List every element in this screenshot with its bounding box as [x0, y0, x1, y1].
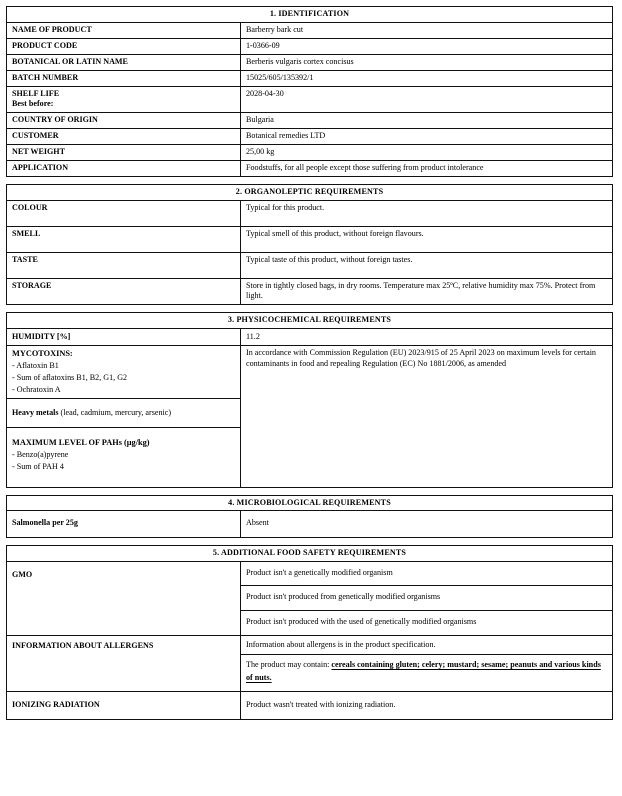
section-additional-table — [6, 545, 613, 720]
row-value-product-code: 1-0366-09 — [241, 38, 613, 54]
table-row — [7, 346, 613, 398]
section-additional-header — [7, 546, 613, 562]
row-value-gmo-2: Product isn't produced from genetically modified organisms — [241, 586, 613, 611]
shelf-life-label: SHELF LIFE — [12, 88, 60, 98]
table-row — [7, 328, 613, 346]
section-physicochemical-table — [6, 312, 613, 488]
table-row — [7, 145, 613, 161]
row-value-allergens-list — [241, 655, 613, 691]
row-label-heavy-metals — [7, 398, 241, 428]
row-label-taste: TASTE — [7, 252, 241, 278]
row-label-smell: SMELL — [7, 226, 241, 252]
table-row — [7, 22, 613, 38]
table-row — [7, 38, 613, 54]
mycotoxins-heading: MYCOTOXINS: — [12, 349, 73, 359]
row-value-ionizing-radiation: Product wasn't treated with ionizing radiation. — [241, 691, 613, 720]
section-microbiological-table — [6, 495, 613, 538]
row-label-pah — [7, 428, 241, 487]
row-value-allergens-note: Information about allergens is in the product specification. — [241, 635, 613, 655]
table-row — [7, 635, 613, 655]
table-row — [7, 252, 613, 278]
row-value-country-of-origin: Bulgaria — [241, 113, 613, 129]
section-additional-title: 5. ADDITIONAL FOOD SAFETY REQUIREMENTS — [7, 546, 613, 562]
section-microbiological-title: 4. MICROBIOLOGICAL REQUIREMENTS — [7, 495, 613, 511]
row-value-gmo-3: Product isn't produced with the used of genetically modified organisms — [241, 611, 613, 636]
row-value-application: Foodstuffs, for all people except those suffering from product intolerance — [241, 161, 613, 177]
row-label-salmonella: Salmonella per 25g — [7, 511, 241, 538]
section-physicochemical-title: 3. PHYSICOCHEMICAL REQUIREMENTS — [7, 313, 613, 329]
table-row — [7, 161, 613, 177]
row-label-batch-number: BATCH NUMBER — [7, 70, 241, 86]
pah-heading: MAXIMUM LEVEL OF PAHs (µg/kg) — [12, 438, 150, 448]
table-row — [7, 200, 613, 226]
row-label-storage: STORAGE — [7, 278, 241, 304]
mycotoxins-item: - Sum of aflatoxins B1, B2, G1, G2 — [12, 373, 128, 383]
row-label-shelf-life — [7, 86, 241, 112]
table-row — [7, 113, 613, 129]
allergens-list-strong: cereals containing gluten; celery; mustard; sesame; peanuts and various kinds of nuts. — [246, 660, 601, 682]
row-value-gmo-1: Product isn't a genetically modified organism — [241, 561, 613, 586]
row-value-name-of-product: Barberry bark cut — [241, 22, 613, 38]
row-value-batch-number: 15025/605/135392/1 — [241, 70, 613, 86]
pah-item: - Sum of PAH 4 — [12, 462, 64, 472]
row-value-smell: Typical smell of this product, without foreign flavours. — [241, 226, 613, 252]
section-identification-header — [7, 7, 613, 23]
row-label-net-weight: NET WEIGHT — [7, 145, 241, 161]
table-row — [7, 129, 613, 145]
row-value-net-weight: 25,00 kg — [241, 145, 613, 161]
row-value-humidity: 11.2 — [241, 328, 613, 346]
section-organoleptic-title: 2. ORGANOLEPTIC REQUIREMENTS — [7, 185, 613, 201]
heavy-metals-strong: Heavy metals — [12, 407, 59, 417]
table-row — [7, 691, 613, 720]
heavy-metals-rest: (lead, cadmium, mercury, arsenic) — [58, 407, 172, 417]
row-label-country-of-origin: COUNTRY OF ORIGIN — [7, 113, 241, 129]
table-row — [7, 511, 613, 538]
row-value-storage: Store in tightly closed bags, in dry rooms. Temperature max 25ºC, relative humidity max 75%. Protect from light. — [241, 278, 613, 304]
table-row — [7, 86, 613, 112]
row-label-product-code: PRODUCT CODE — [7, 38, 241, 54]
section-identification-title: 1. IDENTIFICATION — [7, 7, 613, 23]
row-label-gmo: GMO — [7, 561, 241, 635]
row-label-mycotoxins — [7, 346, 241, 398]
row-label-customer: CUSTOMER — [7, 129, 241, 145]
section-identification-table — [6, 6, 613, 177]
row-label-colour: COLOUR — [7, 200, 241, 226]
section-physicochemical-header — [7, 313, 613, 329]
table-row — [7, 561, 613, 586]
row-label-botanical-name: BOTANICAL OR LATIN NAME — [7, 54, 241, 70]
row-value-taste: Typical taste of this product, without foreign tastes. — [241, 252, 613, 278]
row-label-allergens: INFORMATION ABOUT ALLERGENS — [7, 635, 241, 691]
section-organoleptic-header — [7, 185, 613, 201]
mycotoxins-item: - Aflatoxin B1 — [12, 361, 59, 371]
row-value-colour: Typical for this product. — [241, 200, 613, 226]
row-value-customer: Botanical remedies LTD — [241, 129, 613, 145]
shelf-life-sublabel: Best before: — [12, 99, 54, 109]
pah-item: - Benzo(a)pyrene — [12, 450, 69, 460]
row-value-contaminants-regulation: In accordance with Commission Regulation (EU) 2023/915 of 25 April 2023 on maximum levels for certain contaminants in food and repealing Regulation (EC) No 1881/2006, as amended — [241, 346, 613, 487]
section-organoleptic-table — [6, 184, 613, 305]
section-microbiological-header — [7, 495, 613, 511]
row-label-humidity: HUMIDITY [%] — [7, 328, 241, 346]
row-value-salmonella: Absent — [241, 511, 613, 538]
table-row — [7, 70, 613, 86]
row-value-botanical-name: Berberis vulgaris cortex concisus — [241, 54, 613, 70]
row-label-ionizing-radiation: IONIZING RADIATION — [7, 691, 241, 720]
row-label-name-of-product: NAME OF PRODUCT — [7, 22, 241, 38]
table-row — [7, 278, 613, 304]
mycotoxins-item: - Ochratoxin A — [12, 384, 61, 394]
allergens-prefix: The product may contain: — [246, 660, 332, 670]
table-row — [7, 226, 613, 252]
table-row — [7, 54, 613, 70]
row-label-application: APPLICATION — [7, 161, 241, 177]
row-value-shelf-life: 2028-04-30 — [241, 86, 613, 112]
